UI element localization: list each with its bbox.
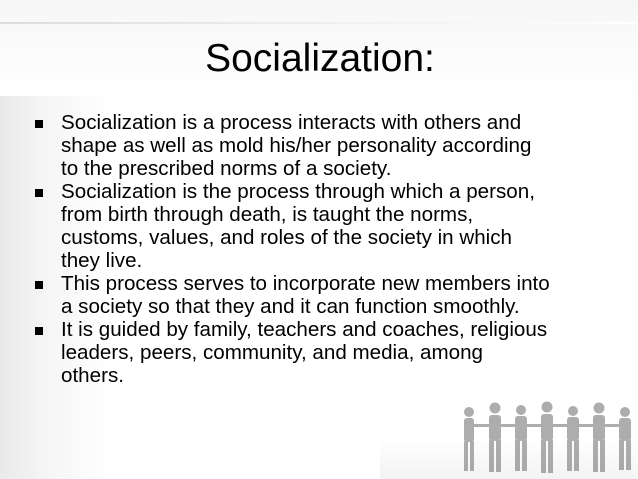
bullet-line: Socialization is the process through which a person, <box>61 180 535 203</box>
bullet-line: Socialization is a process interacts with others and <box>61 111 522 134</box>
bullet-square-icon <box>35 120 43 128</box>
bullet-line: others. <box>61 364 124 387</box>
slide-title <box>0 36 638 82</box>
bullet-line: It is guided by family, teachers and coaches, religious <box>61 318 548 341</box>
bullet-square-icon <box>35 281 43 289</box>
slide-title-text: Socialization: <box>205 37 435 80</box>
bullet-line: from birth through death, is taught the norms, <box>61 203 474 226</box>
bullet-item-4 <box>33 318 631 387</box>
people-holding-hands-icon <box>455 398 638 479</box>
bullet-line: they live. <box>61 249 143 272</box>
bullet-square-icon <box>35 327 43 335</box>
people-figures <box>464 402 631 474</box>
bullet-line: leaders, peers, community, and media, among <box>61 341 484 364</box>
bullet-item-2 <box>33 180 631 272</box>
bullet-line: a society so that they and it can function smoothly. <box>61 295 520 318</box>
bullet-line: This process serves to incorporate new members into <box>61 272 550 295</box>
bullet-list <box>33 111 631 387</box>
bullet-line: to the prescribed norms of a society. <box>61 157 392 180</box>
accent-bar <box>0 22 638 24</box>
bullet-item-3 <box>33 272 631 318</box>
bullet-item-1 <box>33 111 631 180</box>
bullet-line: customs, values, and roles of the society in which <box>61 226 512 249</box>
bullet-line: shape as well as mold his/her personality according <box>61 134 532 157</box>
bullet-square-icon <box>35 189 43 197</box>
